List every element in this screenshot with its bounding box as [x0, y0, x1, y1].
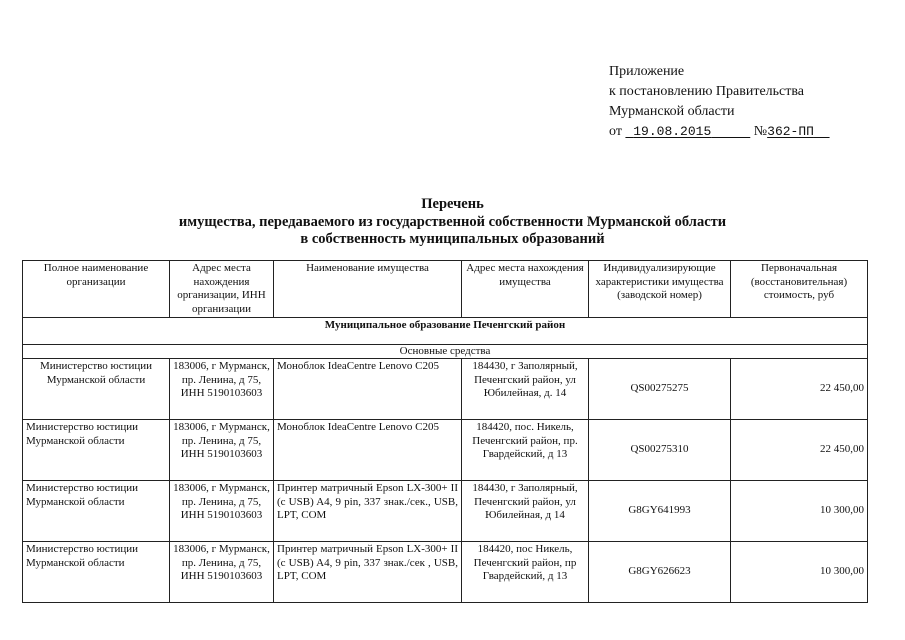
cell-org-address: 183006, г Мурманск, пр. Ленина, д 75, ИНН 5190103603: [170, 481, 274, 542]
cell-item-address: 184430, г Заполярный, Печенгский район, ул Юбилейная, д. 14: [462, 359, 589, 420]
cell-cost: 22 450,00: [731, 359, 868, 420]
title-line-2: имущества, передаваемого из государственной собственности Мурманской области: [178, 213, 727, 230]
cell-item-address: 184430, г Заполярный, Печенгский район, ул Юбилейная, д 14: [462, 481, 589, 542]
cell-org: Министерство юстиции Мурманской области: [23, 481, 170, 542]
header-cost: Первоначальная (восстановительная) стоимость, руб: [731, 261, 868, 318]
annex-from-label: от: [609, 124, 622, 139]
cell-cost: 10 300,00: [731, 481, 868, 542]
cell-serial: G8GY641993: [589, 481, 731, 542]
annex-date: 19.08.2015: [633, 124, 712, 139]
header-serial: Индивидуализирующие характеристики имущества (заводской номер): [589, 261, 731, 318]
annex-number-label: №: [753, 124, 768, 139]
annex-line-2: к постановлению Правительства: [609, 84, 805, 99]
header-item-address: Адрес места нахождения имущества: [462, 261, 589, 318]
title-line-3: в собственность муниципальных образований: [300, 231, 605, 247]
header-org-address: Адрес места нахождения организации, ИНН организации: [170, 261, 274, 318]
section-title: Муниципальное образование Печенгский район: [23, 318, 868, 345]
title-line-1: Перечень: [421, 196, 484, 212]
cell-item: Принтер матричный Epson LX-300+ II (с USB) A4, 9 pin, 337 знак./сек., USB, LPT, COM: [274, 481, 462, 542]
table-header-row: [23, 261, 868, 318]
annex-block: [609, 62, 830, 142]
subsection-title: Основные средства: [23, 345, 868, 359]
document-title: [0, 196, 905, 249]
cell-item: Моноблок IdeaCentre Lenovo C205: [274, 359, 462, 420]
header-org: Полное наименование организации: [23, 261, 170, 318]
table-row: [23, 359, 868, 420]
cell-org-address: 183006, г Мурманск, пр. Ленина, д 75, ИНН 5190103603: [170, 359, 274, 420]
property-table: [22, 260, 868, 603]
section-row: [23, 318, 868, 345]
subsection-row: [23, 345, 868, 359]
table-row: [23, 420, 868, 481]
annex-number: 362-ПП: [767, 124, 814, 139]
cell-item-address: 184420, пос. Никель, Печенгский район, пр. Гвардейский, д 13: [462, 420, 589, 481]
cell-item: Моноблок IdeaCentre Lenovo C205: [274, 420, 462, 481]
cell-serial: QS00275275: [589, 359, 731, 420]
header-item: Наименование имущества: [274, 261, 462, 318]
cell-org: Министерство юстиции Мурманской области: [23, 359, 170, 420]
cell-org: Министерство юстиции Мурманской области: [23, 542, 170, 603]
annex-line-3: Мурманской области: [609, 104, 735, 119]
cell-serial: G8GY626623: [589, 542, 731, 603]
cell-org-address: 183006, г Мурманск, пр. Ленина, д 75, ИНН 5190103603: [170, 420, 274, 481]
table-row: [23, 542, 868, 603]
table-row: [23, 481, 868, 542]
annex-date-line: [609, 122, 830, 142]
cell-item: Принтер матричный Epson LX-300+ II (с USB) A4, 9 pin, 337 знак./сек , USB, LPT, COM: [274, 542, 462, 603]
cell-cost: 22 450,00: [731, 420, 868, 481]
cell-serial: QS00275310: [589, 420, 731, 481]
cell-cost: 10 300,00: [731, 542, 868, 603]
cell-item-address: 184420, пос Никель, Печенгский район, пр Гвардейский, д 13: [462, 542, 589, 603]
annex-line-1: Приложение: [609, 64, 685, 79]
cell-org-address: 183006, г Мурманск, пр. Ленина, д 75, ИНН 5190103603: [170, 542, 274, 603]
cell-org: Министерство юстиции Мурманской области: [23, 420, 170, 481]
